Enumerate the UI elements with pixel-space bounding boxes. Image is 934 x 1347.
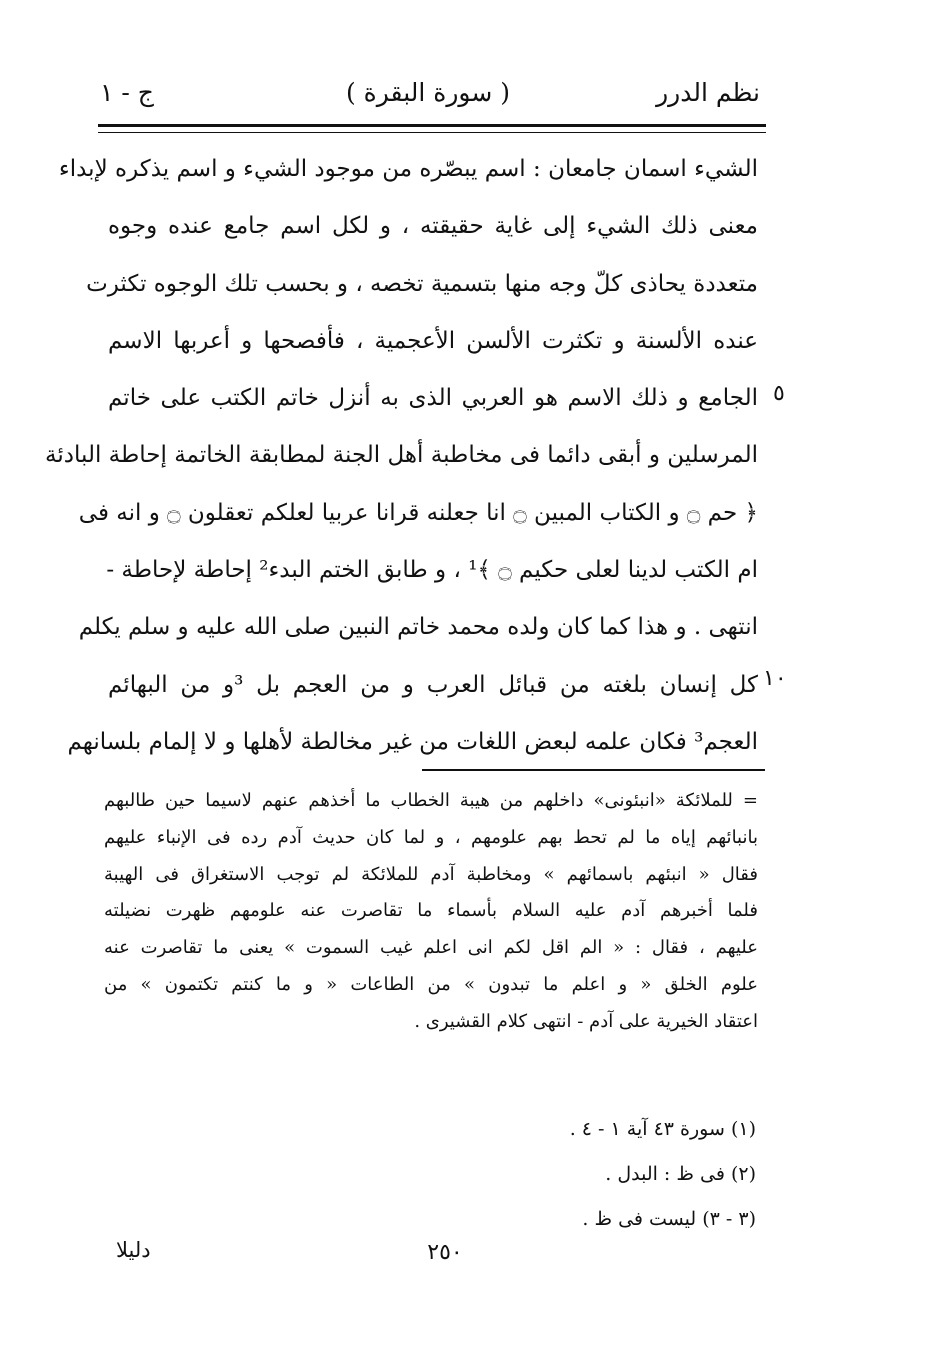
footnote-line: بانبائهم إياه ما لم تحط بهم علومهم ، و لما كان حديث آدم رده فى الإنباء عليهم bbox=[104, 826, 758, 848]
text-line: الشيء اسمان جامعان : اسم يبصّره من موجود الشيء و اسم يذكره لإبداء bbox=[58, 156, 758, 182]
text-line: معنى ذلك الشيء إلى غاية حقيقته ، و لكل اسم جامع عنده وجوه bbox=[108, 213, 758, 240]
footnote-line: اعتقاد الخيرية على آدم - انتهى كلام القشيرى . bbox=[414, 1010, 758, 1032]
text-line: متعددة يحاذى كلّ وجه منها بتسمية تخصه ، و بحسب تلك الوجوه تكثرت bbox=[86, 270, 758, 297]
sura-title: ( سورة البقرة ) bbox=[345, 78, 510, 107]
line-number-5: ٥ bbox=[773, 381, 785, 406]
footnote-text bbox=[104, 783, 758, 1041]
text-line: ام الكتب لدينا لعلى حكيم ۝ ﴾¹ ، و طابق الختم البدء² إحاطة لإحاطة - bbox=[106, 557, 758, 584]
footnote-reference-3: (٣ - ٣) ليست فى ظ . bbox=[582, 1208, 756, 1230]
footnote-reference-1: (١) سورة ٤٣ آية ١ - ٤ . bbox=[569, 1118, 756, 1140]
header-rule-thick bbox=[98, 124, 766, 127]
text-line: الجامع و ذلك الاسم هو العربي الذى به أنزل خاتم الكتب على خاتم bbox=[108, 385, 758, 412]
text-line: كل إنسان بلغته من قبائل العرب و من العجم بل ³و من البهائم bbox=[108, 671, 758, 698]
main-text bbox=[45, 141, 758, 771]
book-title: نظم الدرر bbox=[656, 78, 760, 107]
page-number: ٢٥٠ bbox=[427, 1240, 463, 1265]
text-line: العجم³ فكان علمه لبعض اللغات من غير مخالطة لأهلها و لا إلمام بلسانهم bbox=[67, 728, 758, 755]
text-line: انتهى . و هذا كما كان ولده محمد خاتم النبين صلى الله عليه و سلم يكلم bbox=[78, 614, 758, 641]
part-label: ج - ١ bbox=[100, 78, 154, 107]
text-line: المرسلين و أبقى دائما فى مخاطبة أهل الجنة لمطابقة الخاتمة إحاطة البادئة bbox=[45, 442, 758, 469]
line-number-10: ١٠ bbox=[763, 666, 787, 691]
footnote-line: = للملائكة «انبئونى» داخلهم من هيبة الخطاب ما أخذهم عنهم لاسيما حين طالبهم bbox=[104, 790, 758, 811]
footnote-references bbox=[570, 1107, 756, 1242]
catchword: دليلا bbox=[116, 1238, 151, 1262]
footnote-separator bbox=[422, 769, 765, 771]
header-rule-thin bbox=[98, 132, 766, 133]
text-line: عنده الألسنة و تكثرت الألسن الأعجمية ، فأفصحها و أعربها الاسم bbox=[108, 327, 758, 354]
footnote-reference-2: (٢) فى ظ : البدل . bbox=[605, 1163, 756, 1185]
footnote-line: عليهم ، فقال : « الم اقل لكم انى اعلم غيب السموت » يعنى ما تقاصرت عنه bbox=[104, 937, 758, 959]
running-header bbox=[100, 78, 760, 118]
footnote-line: علوم الخلق « و اعلم ما تبدون » من الطاعات « و ما كنتم تكتمون » من bbox=[104, 973, 758, 995]
footnote-line: فقال « انبئهم باسمائهم » ومخاطبة آدم للملائكة لم توجب الاستغراق فى الهيبة bbox=[104, 863, 758, 885]
footnote-line: فلما أخبرهم آدم عليه السلام بأسماء ما تقاصرت عنه علومهم ظهرت نضيلته bbox=[104, 900, 758, 922]
text-line: ﴿ حم ۝ و الكتاب المبين ۝ انا جعلنه قرانا عربيا لعلكم تعقلون ۝ و انه فى bbox=[78, 499, 758, 526]
